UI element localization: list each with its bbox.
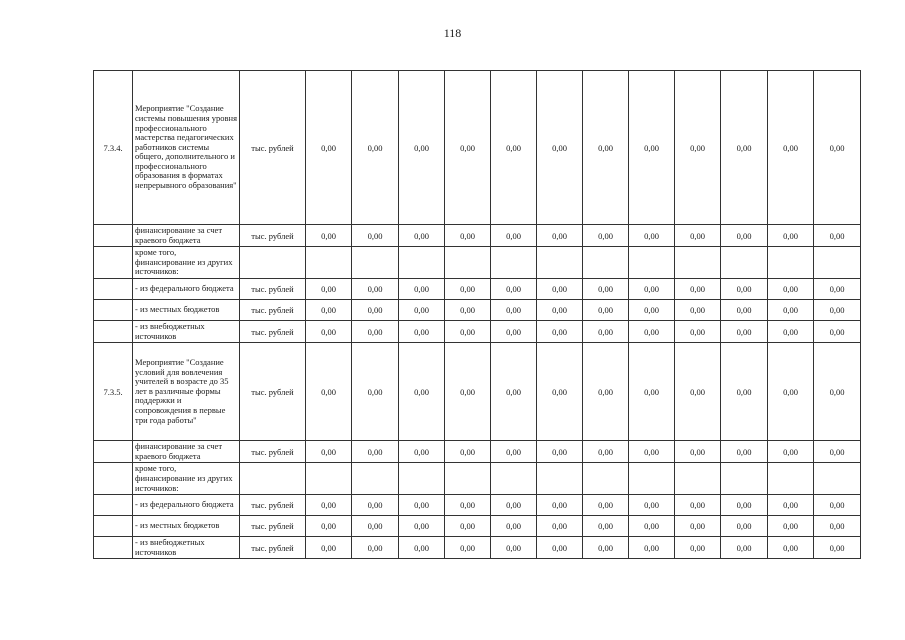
item-code bbox=[94, 495, 133, 516]
value-cell: 0,00 bbox=[768, 278, 814, 299]
value-cell: 0,00 bbox=[537, 278, 583, 299]
value-cell bbox=[768, 247, 814, 279]
value-cell: 0,00 bbox=[583, 495, 629, 516]
item-name: финансирование за счет краевого бюджета bbox=[133, 225, 240, 247]
value-cell bbox=[583, 247, 629, 279]
value-cell: 0,00 bbox=[675, 320, 721, 342]
item-code bbox=[94, 320, 133, 342]
value-cell bbox=[399, 463, 445, 495]
value-cell: 0,00 bbox=[399, 343, 445, 441]
value-cell: 0,00 bbox=[537, 71, 583, 225]
value-cell: 0,00 bbox=[445, 71, 491, 225]
value-cell: 0,00 bbox=[629, 441, 675, 463]
value-cell: 0,00 bbox=[491, 299, 537, 320]
value-cell: 0,00 bbox=[399, 537, 445, 559]
unit-cell: тыс. рублей bbox=[240, 299, 306, 320]
table-row bbox=[94, 320, 861, 342]
value-cell: 0,00 bbox=[629, 320, 675, 342]
value-cell: 0,00 bbox=[814, 516, 861, 537]
value-cell: 0,00 bbox=[675, 495, 721, 516]
value-cell: 0,00 bbox=[306, 225, 352, 247]
value-cell bbox=[352, 463, 399, 495]
value-cell: 0,00 bbox=[399, 516, 445, 537]
item-code bbox=[94, 537, 133, 559]
value-cell: 0,00 bbox=[768, 71, 814, 225]
value-cell: 0,00 bbox=[352, 320, 399, 342]
value-cell: 0,00 bbox=[721, 343, 768, 441]
value-cell: 0,00 bbox=[352, 71, 399, 225]
value-cell bbox=[629, 247, 675, 279]
item-name: кроме того, финансирование из других источников: bbox=[133, 247, 240, 279]
value-cell: 0,00 bbox=[768, 343, 814, 441]
value-cell: 0,00 bbox=[583, 343, 629, 441]
value-cell: 0,00 bbox=[768, 516, 814, 537]
value-cell bbox=[675, 247, 721, 279]
value-cell: 0,00 bbox=[537, 495, 583, 516]
value-cell: 0,00 bbox=[814, 343, 861, 441]
value-cell: 0,00 bbox=[675, 516, 721, 537]
value-cell: 0,00 bbox=[721, 320, 768, 342]
unit-cell: тыс. рублей bbox=[240, 516, 306, 537]
value-cell: 0,00 bbox=[537, 537, 583, 559]
value-cell: 0,00 bbox=[768, 299, 814, 320]
item-name: Мероприятие "Создание условий для вовлечения учителей в возрасте до 35 лет в различные формы поддержки и сопровождения в первые три года работы" bbox=[133, 343, 240, 441]
item-name: Мероприятие "Создание системы повышения уровня профессионального мастерства педагогических работников системы общего, дополнительного и профессионального образования в форматах непрерывного образования" bbox=[133, 71, 240, 225]
item-code bbox=[94, 463, 133, 495]
value-cell: 0,00 bbox=[814, 278, 861, 299]
unit-cell: тыс. рублей bbox=[240, 495, 306, 516]
value-cell: 0,00 bbox=[352, 537, 399, 559]
value-cell: 0,00 bbox=[814, 537, 861, 559]
item-name: - из внебюджетных источников bbox=[133, 320, 240, 342]
item-name: - из внебюджетных источников bbox=[133, 537, 240, 559]
value-cell: 0,00 bbox=[352, 299, 399, 320]
value-cell: 0,00 bbox=[675, 71, 721, 225]
value-cell: 0,00 bbox=[352, 343, 399, 441]
value-cell: 0,00 bbox=[491, 495, 537, 516]
value-cell: 0,00 bbox=[721, 278, 768, 299]
value-cell: 0,00 bbox=[814, 495, 861, 516]
value-cell: 0,00 bbox=[352, 278, 399, 299]
item-code bbox=[94, 441, 133, 463]
item-code bbox=[94, 299, 133, 320]
value-cell: 0,00 bbox=[629, 495, 675, 516]
value-cell: 0,00 bbox=[491, 225, 537, 247]
table-row bbox=[94, 225, 861, 247]
value-cell bbox=[814, 247, 861, 279]
value-cell: 0,00 bbox=[675, 441, 721, 463]
value-cell bbox=[721, 247, 768, 279]
subheader-row bbox=[94, 463, 861, 495]
value-cell: 0,00 bbox=[399, 278, 445, 299]
value-cell: 0,00 bbox=[583, 225, 629, 247]
value-cell: 0,00 bbox=[814, 441, 861, 463]
value-cell bbox=[537, 463, 583, 495]
value-cell: 0,00 bbox=[306, 71, 352, 225]
value-cell: 0,00 bbox=[306, 441, 352, 463]
value-cell: 0,00 bbox=[768, 537, 814, 559]
value-cell: 0,00 bbox=[583, 299, 629, 320]
value-cell bbox=[306, 247, 352, 279]
value-cell: 0,00 bbox=[491, 441, 537, 463]
value-cell bbox=[768, 463, 814, 495]
value-cell: 0,00 bbox=[537, 516, 583, 537]
value-cell: 0,00 bbox=[583, 516, 629, 537]
value-cell: 0,00 bbox=[629, 225, 675, 247]
value-cell: 0,00 bbox=[445, 320, 491, 342]
value-cell: 0,00 bbox=[629, 299, 675, 320]
value-cell: 0,00 bbox=[445, 278, 491, 299]
unit-cell: тыс. рублей bbox=[240, 278, 306, 299]
value-cell: 0,00 bbox=[306, 495, 352, 516]
value-cell: 0,00 bbox=[306, 320, 352, 342]
value-cell bbox=[537, 247, 583, 279]
item-code bbox=[94, 247, 133, 279]
value-cell: 0,00 bbox=[306, 343, 352, 441]
unit-cell bbox=[240, 463, 306, 495]
unit-cell: тыс. рублей bbox=[240, 320, 306, 342]
value-cell: 0,00 bbox=[814, 299, 861, 320]
unit-cell: тыс. рублей bbox=[240, 441, 306, 463]
value-cell: 0,00 bbox=[399, 441, 445, 463]
table-row bbox=[94, 495, 861, 516]
value-cell: 0,00 bbox=[537, 441, 583, 463]
value-cell: 0,00 bbox=[445, 495, 491, 516]
item-name: кроме того, финансирование из других источников: bbox=[133, 463, 240, 495]
unit-cell bbox=[240, 247, 306, 279]
value-cell: 0,00 bbox=[306, 537, 352, 559]
value-cell bbox=[675, 463, 721, 495]
value-cell: 0,00 bbox=[445, 537, 491, 559]
value-cell: 0,00 bbox=[814, 320, 861, 342]
item-name: - из федерального бюджета bbox=[133, 495, 240, 516]
value-cell: 0,00 bbox=[675, 225, 721, 247]
value-cell: 0,00 bbox=[629, 71, 675, 225]
item-code bbox=[94, 516, 133, 537]
value-cell: 0,00 bbox=[352, 516, 399, 537]
value-cell: 0,00 bbox=[629, 278, 675, 299]
table-row bbox=[94, 516, 861, 537]
value-cell: 0,00 bbox=[768, 495, 814, 516]
value-cell: 0,00 bbox=[491, 343, 537, 441]
value-cell: 0,00 bbox=[445, 441, 491, 463]
value-cell: 0,00 bbox=[537, 320, 583, 342]
value-cell bbox=[445, 463, 491, 495]
item-code: 7.3.5. bbox=[94, 343, 133, 441]
value-cell: 0,00 bbox=[352, 225, 399, 247]
value-cell: 0,00 bbox=[721, 225, 768, 247]
value-cell: 0,00 bbox=[583, 537, 629, 559]
value-cell bbox=[445, 247, 491, 279]
subheader-row bbox=[94, 247, 861, 279]
unit-cell: тыс. рублей bbox=[240, 537, 306, 559]
value-cell: 0,00 bbox=[491, 320, 537, 342]
item-name: - из местных бюджетов bbox=[133, 299, 240, 320]
item-code bbox=[94, 278, 133, 299]
value-cell bbox=[583, 463, 629, 495]
table-row bbox=[94, 441, 861, 463]
value-cell: 0,00 bbox=[537, 225, 583, 247]
budget-table bbox=[93, 70, 861, 559]
value-cell: 0,00 bbox=[721, 495, 768, 516]
item-name: финансирование за счет краевого бюджета bbox=[133, 441, 240, 463]
value-cell: 0,00 bbox=[583, 441, 629, 463]
value-cell bbox=[306, 463, 352, 495]
value-cell: 0,00 bbox=[721, 299, 768, 320]
value-cell: 0,00 bbox=[814, 225, 861, 247]
value-cell bbox=[629, 463, 675, 495]
value-cell: 0,00 bbox=[768, 320, 814, 342]
value-cell: 0,00 bbox=[629, 343, 675, 441]
value-cell: 0,00 bbox=[675, 278, 721, 299]
value-cell: 0,00 bbox=[306, 278, 352, 299]
value-cell: 0,00 bbox=[537, 343, 583, 441]
value-cell: 0,00 bbox=[675, 343, 721, 441]
value-cell: 0,00 bbox=[721, 537, 768, 559]
value-cell: 0,00 bbox=[445, 516, 491, 537]
unit-cell: тыс. рублей bbox=[240, 71, 306, 225]
value-cell: 0,00 bbox=[445, 299, 491, 320]
value-cell: 0,00 bbox=[491, 537, 537, 559]
value-cell: 0,00 bbox=[583, 71, 629, 225]
value-cell: 0,00 bbox=[629, 516, 675, 537]
measure-row bbox=[94, 71, 861, 225]
value-cell: 0,00 bbox=[399, 320, 445, 342]
value-cell: 0,00 bbox=[306, 299, 352, 320]
value-cell: 0,00 bbox=[399, 299, 445, 320]
value-cell: 0,00 bbox=[583, 320, 629, 342]
value-cell: 0,00 bbox=[491, 278, 537, 299]
item-code: 7.3.4. bbox=[94, 71, 133, 225]
table-row bbox=[94, 299, 861, 320]
value-cell: 0,00 bbox=[352, 495, 399, 516]
value-cell: 0,00 bbox=[675, 299, 721, 320]
value-cell: 0,00 bbox=[675, 537, 721, 559]
value-cell: 0,00 bbox=[445, 343, 491, 441]
table-row bbox=[94, 537, 861, 559]
value-cell: 0,00 bbox=[537, 299, 583, 320]
value-cell bbox=[721, 463, 768, 495]
value-cell: 0,00 bbox=[768, 225, 814, 247]
measure-row bbox=[94, 343, 861, 441]
value-cell: 0,00 bbox=[629, 537, 675, 559]
value-cell: 0,00 bbox=[583, 278, 629, 299]
value-cell: 0,00 bbox=[721, 71, 768, 225]
value-cell bbox=[814, 463, 861, 495]
value-cell bbox=[352, 247, 399, 279]
item-name: - из местных бюджетов bbox=[133, 516, 240, 537]
value-cell: 0,00 bbox=[721, 441, 768, 463]
value-cell: 0,00 bbox=[399, 225, 445, 247]
unit-cell: тыс. рублей bbox=[240, 343, 306, 441]
value-cell: 0,00 bbox=[306, 516, 352, 537]
item-code bbox=[94, 225, 133, 247]
value-cell: 0,00 bbox=[399, 495, 445, 516]
value-cell bbox=[491, 247, 537, 279]
value-cell: 0,00 bbox=[721, 516, 768, 537]
unit-cell: тыс. рублей bbox=[240, 225, 306, 247]
value-cell: 0,00 bbox=[352, 441, 399, 463]
value-cell: 0,00 bbox=[491, 516, 537, 537]
value-cell: 0,00 bbox=[768, 441, 814, 463]
item-name: - из федерального бюджета bbox=[133, 278, 240, 299]
value-cell bbox=[399, 247, 445, 279]
value-cell: 0,00 bbox=[445, 225, 491, 247]
value-cell: 0,00 bbox=[814, 71, 861, 225]
table-row bbox=[94, 278, 861, 299]
value-cell bbox=[491, 463, 537, 495]
page-number: 118 bbox=[443, 26, 462, 40]
value-cell: 0,00 bbox=[491, 71, 537, 225]
value-cell: 0,00 bbox=[399, 71, 445, 225]
